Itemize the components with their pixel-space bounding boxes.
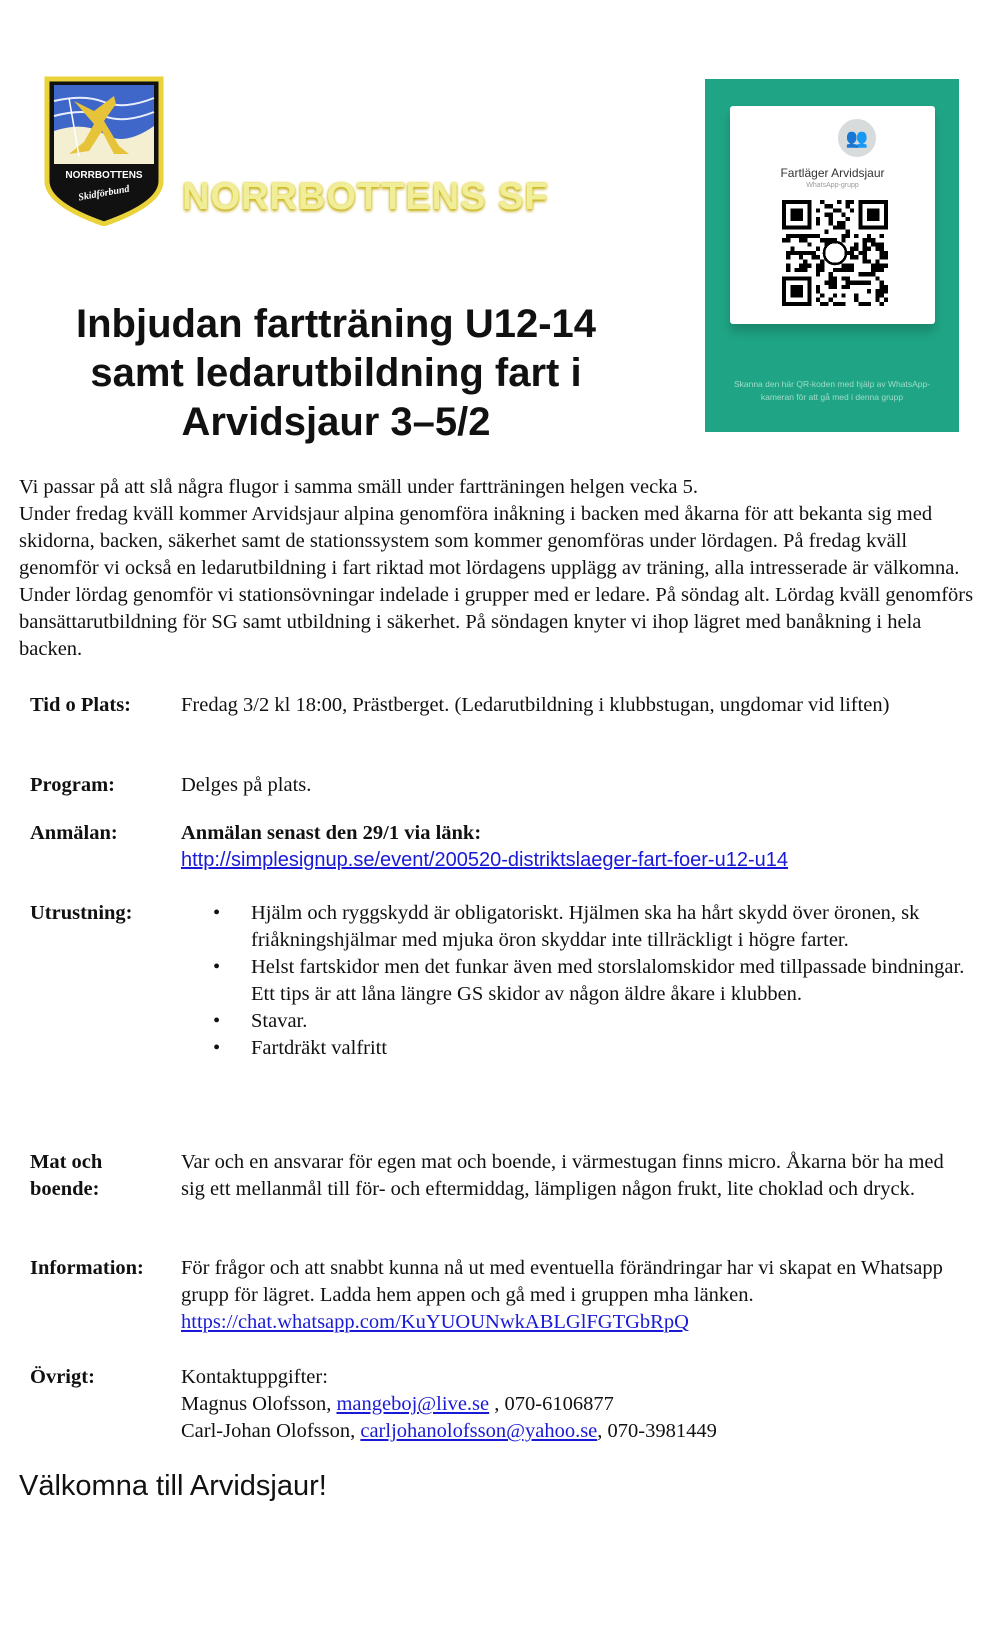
qr-help-text: Skanna den här QR-koden med hjälp av WhatsApp-kameran för att gå med i denna grupp — [733, 379, 931, 402]
label: Anmälan: — [30, 822, 118, 844]
label-line: boende: — [30, 1178, 100, 1200]
email-link[interactable]: carljohanolofsson@yahoo.se — [360, 1420, 598, 1442]
brand-name: NORRBOTTENS SF — [182, 176, 549, 218]
value: Var och en ansvarar för egen mat och boende, i värmestugan finns micro. Åkarna bör ha med sig ett mellanmål till för- och eftermiddag, lämpligen någon frukt, lite choklad och dryck. — [181, 1151, 944, 1200]
contact-row — [181, 1391, 970, 1418]
label: Program: — [30, 774, 116, 796]
row-mat-och-boende — [30, 1149, 970, 1203]
contacts-heading: Kontaktuppgifter: — [181, 1366, 328, 1388]
row-information — [30, 1255, 970, 1336]
bullet-icon: • — [213, 1037, 221, 1059]
intro-text — [19, 474, 979, 663]
whatsapp-link[interactable]: https://chat.whatsapp.com/KuYUOUNwkABLGlFGTGbRpQ — [181, 1311, 689, 1333]
bullet-icon: • — [213, 1010, 221, 1032]
value: Fredag 3/2 kl 18:00, Prästberget. (Ledarutbildning i klubbstugan, ungdomar vid liften) — [181, 694, 890, 716]
svg-text:NORRBOTTENS: NORRBOTTENS — [65, 170, 143, 181]
intro-line: Vi passar på att slå några flugor i samma smäll under fartträningen helgen vecka 5. — [19, 476, 699, 498]
label: Tid o Plats: — [30, 694, 131, 716]
bullet-icon: • — [213, 902, 221, 924]
item-text: Helst fartskidor men det funkar även med storslalomskidor med tillpassade bindningar. Ett tips är att låna längre GS skidor av någon äldre åkare i klubben. — [251, 956, 965, 1005]
item-text: Hjälm och ryggskydd är obligatoriskt. Hjälmen ska ha hårt skydd över öronen, sk friåkningshjälmar med mjuka öron skyddar inte tillräckligt i högre farter. — [251, 902, 920, 951]
value: Delges på plats. — [181, 774, 312, 796]
row-ovrigt — [30, 1364, 970, 1445]
email-link[interactable]: mangeboj@live.se — [336, 1393, 490, 1415]
row-anmalan — [30, 820, 970, 874]
label: Information: — [30, 1257, 144, 1279]
value: Anmälan senast den 29/1 via länk: — [181, 822, 482, 844]
svg-text:Skidförbund: Skidförbund — [77, 183, 131, 204]
list-item — [181, 1035, 970, 1062]
list-item — [181, 954, 970, 1008]
title-line: samt ledarutbildning fart i — [90, 351, 582, 395]
row-utrustning — [30, 900, 970, 1062]
whatsapp-icon — [824, 242, 846, 264]
page-title — [40, 300, 632, 447]
signup-link[interactable]: http://simplesignup.se/event/200520-distriktslaeger-fart-foer-u12-u14 — [181, 849, 788, 871]
intro-paragraph: Under fredag kväll kommer Arvidsjaur alpina genomföra inåkning i backen med åkarna för att bekanta sig med skidorna, backen, säkerhet samt de stationssystem som kommer genomföras under lördagen. På fredag kväll genomför vi också en ledarutbildning i fart riktad mot lördagens upplägg av träning, alla intresserade är välkomna. Under lördag genomför vi stationsövningar indelade i grupper med er ledare. På söndag alt. Lördag kväll genomförs bansättarutbildning för SG samt utbildning i säkerhet. På söndagen knyter vi ihop lägret med banåkning i hela backen. — [19, 503, 974, 660]
list-item — [181, 900, 970, 954]
contact-phone: , 070-3981449 — [597, 1420, 717, 1442]
item-text: Stavar. — [251, 1010, 308, 1032]
list-item — [181, 1008, 970, 1035]
title-line: Inbjudan fartträning U12-14 — [75, 302, 597, 346]
row-program — [30, 772, 970, 799]
label-line: Mat och — [30, 1151, 103, 1173]
row-tid-o-plats — [30, 692, 970, 719]
contact-phone: , 070-6106877 — [489, 1393, 614, 1415]
label — [30, 1149, 180, 1203]
qr-card — [730, 106, 935, 324]
title-line: Arvidsjaur 3–5/2 — [181, 400, 491, 444]
norrbottens-skidforbund-logo — [44, 76, 164, 226]
contact-row — [181, 1418, 970, 1445]
value: För frågor och att snabbt kunna nå ut med eventuella förändringar har vi skapat en Whatsapp grupp för lägret. Ladda hem appen och gå med i gruppen mha länken. — [181, 1257, 943, 1306]
bullet-icon: • — [213, 956, 221, 978]
qr-group-name: Fartläger Arvidsjaur — [780, 166, 885, 180]
contact-name: Magnus Olofsson, — [181, 1393, 337, 1415]
equipment-list — [181, 900, 970, 1062]
group-avatar-icon: 👥 — [835, 116, 879, 160]
label: Utrustning: — [30, 902, 133, 924]
qr-group-type: WhatsApp-grupp — [806, 182, 859, 189]
whatsapp-qr-panel — [705, 79, 959, 432]
item-text: Fartdräkt valfritt — [251, 1037, 388, 1059]
closing-text: Välkomna till Arvidsjaur! — [19, 1470, 327, 1502]
label: Övrigt: — [30, 1366, 95, 1388]
contact-name: Carl-Johan Olofsson, — [181, 1420, 361, 1442]
qr-code[interactable] — [782, 200, 888, 306]
